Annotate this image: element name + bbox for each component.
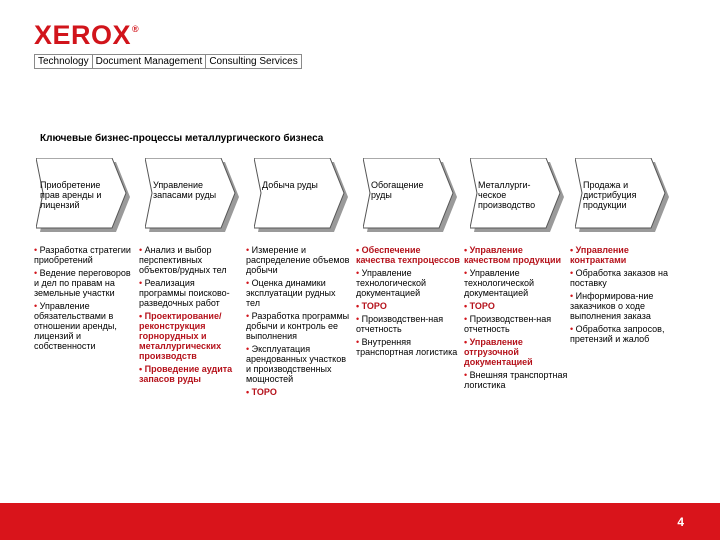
list-item	[246, 311, 350, 341]
list-item-text: Эксплуатация арендованных участков и производственных мощностей	[246, 344, 346, 384]
list-item-text: Проведение аудита запасов руды	[139, 364, 233, 384]
chevron-stage-4	[363, 158, 458, 234]
bullet-icon: •	[356, 337, 362, 347]
bullet-icon: •	[356, 268, 362, 278]
detail-column-6	[570, 245, 674, 347]
bullet-icon: •	[570, 291, 576, 301]
registered-mark: ®	[132, 24, 140, 34]
list-item-text: Внутренняя транспортная логистика	[356, 337, 458, 357]
list-item-text: Управление обязательствами в отношении аренды, лицензий и собственности	[34, 301, 117, 351]
list-item-text: Измерение и распределение объемов добычи	[246, 245, 350, 275]
detail-column-2	[139, 245, 243, 387]
tagline-consulting-services: Consulting Services	[209, 56, 298, 67]
list-item-text: Обработка запросов, претензий и жалоб	[570, 324, 665, 344]
list-item	[570, 291, 674, 321]
list-item-text: ТОРО	[469, 301, 495, 311]
list-item-text: ТОРО	[361, 301, 387, 311]
chevron-stage-1	[36, 158, 131, 234]
list-item	[464, 337, 568, 367]
list-item	[356, 245, 460, 265]
bullet-icon: •	[356, 301, 362, 311]
list-item-text: Информирова-ние заказчиков о ходе выполнения заказа	[570, 291, 654, 321]
list-item-text: Анализ и выбор перспективных объектов/рудных тел	[139, 245, 227, 275]
bullet-icon: •	[139, 278, 145, 288]
bullet-icon: •	[570, 245, 576, 255]
list-item-text: ТОРО	[251, 387, 277, 397]
bullet-icon: •	[139, 364, 145, 374]
list-item	[356, 268, 460, 298]
list-item-text: Управление отгрузочной документацией	[464, 337, 533, 367]
list-item	[139, 311, 243, 361]
detail-column-5	[464, 245, 568, 393]
list-item	[34, 268, 138, 298]
bullet-icon: •	[464, 301, 470, 311]
list-item	[570, 324, 674, 344]
list-item	[139, 278, 243, 308]
bullet-icon: •	[246, 311, 252, 321]
chevron-stage-6	[575, 158, 670, 234]
list-item	[464, 314, 568, 334]
list-item	[464, 370, 568, 390]
list-item	[570, 245, 674, 265]
bullet-icon: •	[139, 245, 145, 255]
chevron-stage-5	[470, 158, 565, 234]
list-item	[464, 301, 568, 311]
bullet-icon: •	[34, 301, 40, 311]
bullet-icon: •	[570, 324, 576, 334]
list-item-text: Обработка заказов на поставку	[570, 268, 669, 288]
list-item	[356, 314, 460, 334]
xerox-logo	[34, 20, 139, 51]
list-item	[464, 268, 568, 298]
logo-text: XEROX	[34, 20, 132, 50]
list-item	[139, 245, 243, 275]
bullet-icon: •	[464, 370, 470, 380]
list-item	[464, 245, 568, 265]
bullet-icon: •	[246, 344, 252, 354]
list-item-text: Ведение переговоров и дел по правам на земельные участки	[34, 268, 131, 298]
list-item-text: Разработка программы добычи и контроль ее выполнения	[246, 311, 350, 341]
tagline-technology: Technology	[35, 55, 93, 68]
detail-column-1	[34, 245, 138, 354]
bullet-icon: •	[139, 311, 145, 321]
list-item-text: Управление технологической документацией	[464, 268, 535, 298]
detail-column-3	[246, 245, 350, 400]
list-item	[246, 344, 350, 384]
chevron-stage-2	[145, 158, 240, 234]
list-item	[34, 245, 138, 265]
chevron-label: Приобретение прав аренды и лицензий	[40, 180, 102, 210]
bullet-icon: •	[464, 337, 470, 347]
chevron-stage-3	[254, 158, 349, 234]
chevron-label: Обогащение руды	[371, 180, 424, 200]
tagline-bar	[34, 54, 302, 69]
bullet-icon: •	[246, 245, 252, 255]
list-item	[246, 245, 350, 275]
bullet-icon: •	[464, 245, 470, 255]
list-item	[570, 268, 674, 288]
chevron-label: Металлурги-ческое производство	[478, 180, 536, 210]
chevron-label: Управление запасами руды	[153, 180, 217, 200]
list-item-text: Реализация программы поисково-разведочных работ	[139, 278, 230, 308]
tagline-document-management: Document Management	[93, 55, 207, 68]
bullet-icon: •	[246, 387, 252, 397]
list-item	[356, 301, 460, 311]
list-item-text: Внешняя транспортная логистика	[464, 370, 568, 390]
detail-column-4	[356, 245, 460, 360]
list-item-text: Управление качеством продукции	[464, 245, 562, 265]
list-item-text: Разработка стратегии приобретений	[34, 245, 131, 265]
list-item	[356, 337, 460, 357]
bullet-icon: •	[464, 268, 470, 278]
list-item-text: Обеспечение качества техпроцессов	[356, 245, 460, 265]
list-item-text: Проектирование/ реконструкция горнорудных и металлургических производств	[139, 311, 222, 361]
list-item	[246, 278, 350, 308]
list-item-text: Управление технологической документацией	[356, 268, 427, 298]
page-number: 4	[677, 515, 684, 529]
bullet-icon: •	[464, 314, 470, 324]
list-item	[246, 387, 350, 397]
bullet-icon: •	[34, 245, 40, 255]
list-item-text: Управление контрактами	[570, 245, 629, 265]
bullet-icon: •	[570, 268, 576, 278]
list-item-text: Оценка динамики эксплуатации рудных тел	[246, 278, 336, 308]
bullet-icon: •	[246, 278, 252, 288]
bullet-icon: •	[34, 268, 40, 278]
bullet-icon: •	[356, 314, 362, 324]
list-item	[34, 301, 138, 351]
bullet-icon: •	[356, 245, 362, 255]
chevron-label: Добыча руды	[262, 180, 318, 190]
list-item-text: Производствен-ная отчетность	[356, 314, 444, 334]
list-item-text: Производствен-ная отчетность	[464, 314, 552, 334]
slide-title: Ключевые бизнес-процессы металлургического бизнеса	[40, 133, 324, 144]
footer-bar	[0, 503, 720, 540]
chevron-label: Продажа и дистрибуция продукции	[583, 180, 637, 210]
list-item	[139, 364, 243, 384]
